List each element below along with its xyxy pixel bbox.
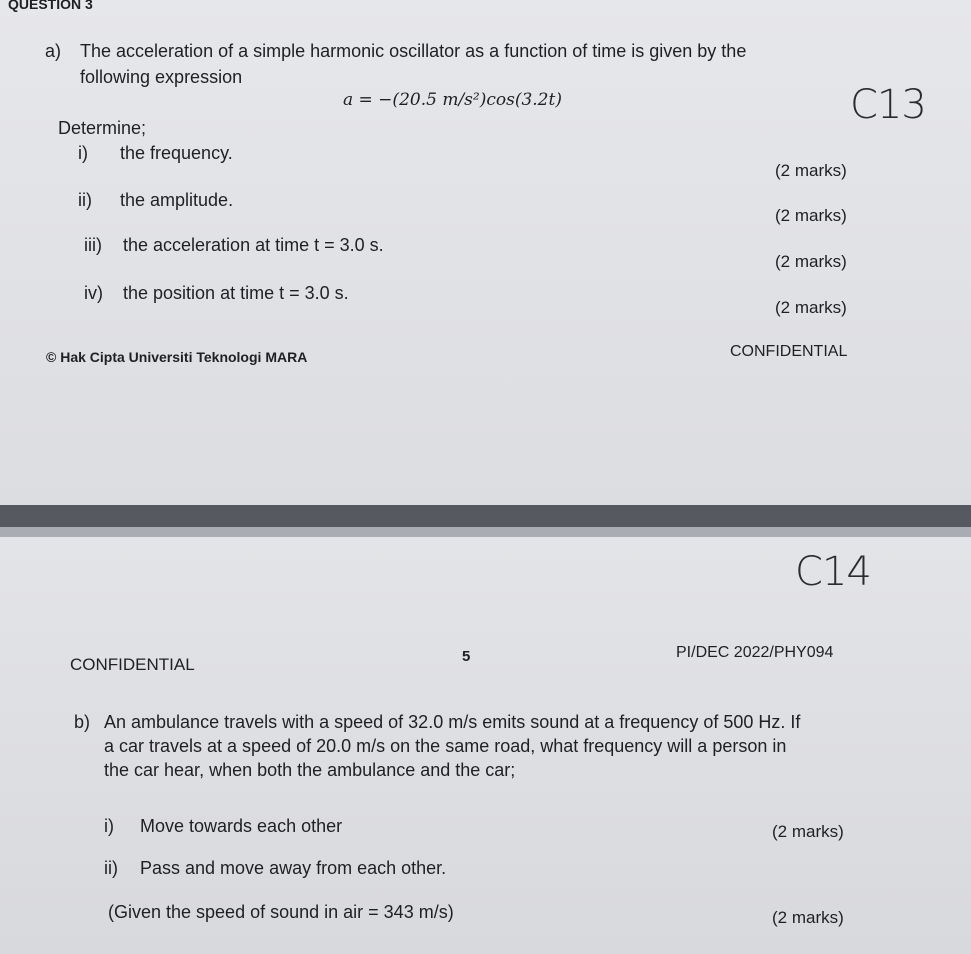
handwritten-note-c13: C13 xyxy=(850,82,926,128)
item-text-amplitude: the amplitude. xyxy=(120,190,234,210)
item-num-ii: ii) xyxy=(78,190,92,210)
item-text-frequency: the frequency. xyxy=(120,143,233,163)
exam-page-bottom xyxy=(0,537,971,954)
part-b-item-num-ii: ii) xyxy=(104,858,118,878)
handwritten-note-c14: C14 xyxy=(795,549,871,595)
part-b-item-marks-i: (2 marks) xyxy=(772,822,844,841)
part-b-given-marks: (2 marks) xyxy=(772,908,844,927)
part-b-item-text-away: Pass and move away from each other. xyxy=(140,858,447,878)
part-a-intro-line1: The acceleration of a simple harmonic oscillator as a function of time is given by the xyxy=(80,41,747,61)
footer-copyright: © Hak Cipta Universiti Teknologi MARA xyxy=(46,349,308,365)
question-heading: QUESTION 3 xyxy=(8,0,93,12)
page-separator-band xyxy=(0,505,971,537)
exam-code: PI/DEC 2022/PHY094 xyxy=(676,644,834,661)
part-b-item-text-towards: Move towards each other xyxy=(140,816,343,836)
item-text-position: the position at time t = 3.0 s. xyxy=(123,283,349,303)
part-b-intro-line3: the car hear, when both the ambulance and the car; xyxy=(104,760,516,780)
part-b-item-num-i: i) xyxy=(104,816,114,836)
item-num-i: i) xyxy=(78,143,88,163)
item-marks-ii: (2 marks) xyxy=(775,206,847,225)
header-confidential: CONFIDENTIAL xyxy=(70,655,195,674)
part-b-intro-line2: a car travels at a speed of 20.0 m/s on the same road, what frequency will a person in xyxy=(104,736,787,756)
determine-label: Determine; xyxy=(58,118,147,138)
part-a-intro-line2: following expression xyxy=(80,67,243,87)
item-num-iv: iv) xyxy=(84,283,103,303)
part-b-label: b) xyxy=(74,712,91,732)
page-number: 5 xyxy=(462,648,471,665)
item-marks-i: (2 marks) xyxy=(775,161,847,180)
given-speed-of-sound: (Given the speed of sound in air = 343 m/s) xyxy=(108,902,454,922)
sho-equation: a = −(20.5 m/s²)cos(3.2t) xyxy=(343,90,562,110)
part-b-intro-line1: An ambulance travels with a speed of 32.0 m/s emits sound at a frequency of 500 Hz. If xyxy=(104,712,801,732)
item-num-iii: iii) xyxy=(84,235,102,255)
part-a-label: a) xyxy=(45,41,62,61)
footer-confidential: CONFIDENTIAL xyxy=(730,343,848,360)
item-marks-iii: (2 marks) xyxy=(775,252,847,271)
item-text-acceleration: the acceleration at time t = 3.0 s. xyxy=(123,235,384,255)
item-marks-iv: (2 marks) xyxy=(775,298,847,317)
